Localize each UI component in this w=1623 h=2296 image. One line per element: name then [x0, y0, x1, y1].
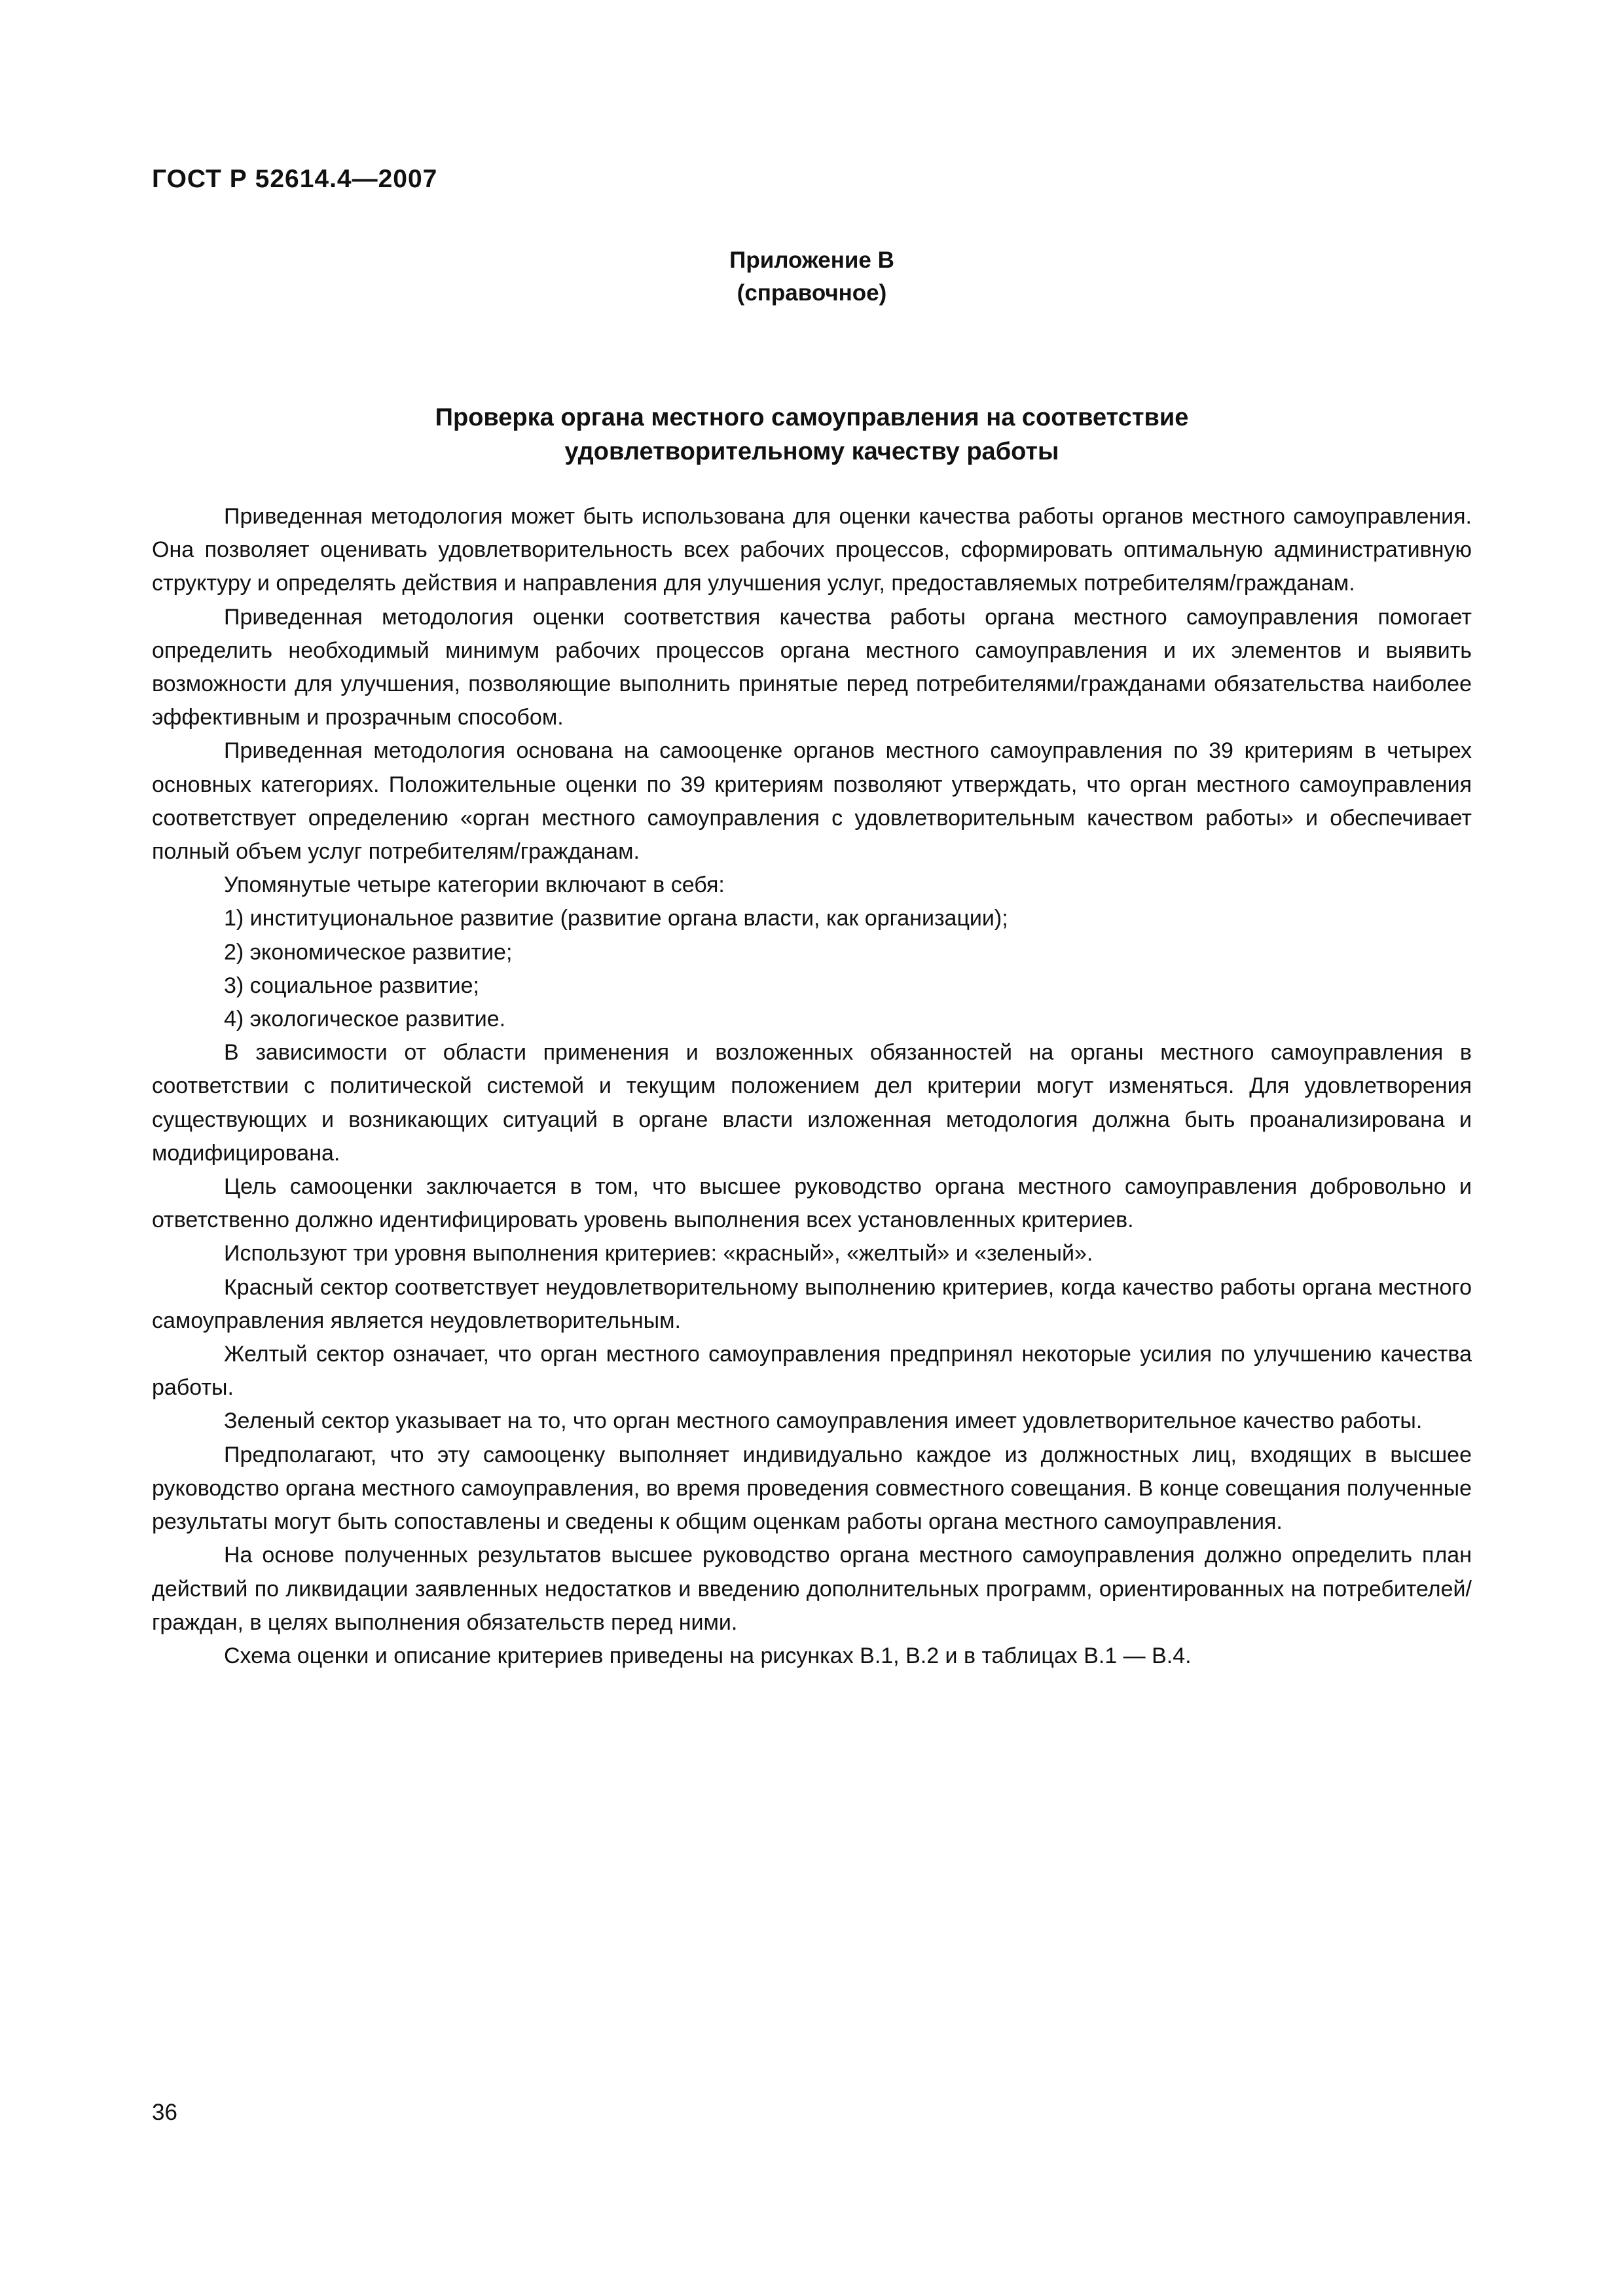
list-item: 2) экономическое развитие; — [224, 939, 513, 965]
paragraph: Цель самооценки заключается в том, что высшее руководство органа местного самоуправления добровольно и ответственно должно идентифицировать уровень выполнения всех установленных критериев. — [152, 1174, 1472, 1233]
body-text — [152, 500, 1472, 1673]
document-code: ГОСТ Р 52614.4—2007 — [152, 165, 438, 193]
paragraph: Приведенная методология оценки соответствия качества работы органа местного самоуправления помогает определить необходимый минимум рабочих процессов органа местного самоуправления и их элементов и выявить возможности для улучшения, позволяющие выполнить принятые перед потребителями/гражданами обязательства наиболее эффективным и прозрачным способом. — [152, 604, 1472, 730]
paragraph: В зависимости от области применения и возложенных обязанностей на органы местного самоуправления в соответствии с политической системой и текущим положением дел критерии могут изменяться. Для удовлетворения существующих и возникающих ситуаций в органе власти изложенная методология должна быть проанализирована и модифицирована. — [152, 1040, 1472, 1166]
section-title — [152, 401, 1472, 469]
section-title-line-2: удовлетворительному качеству работы — [564, 438, 1059, 465]
paragraph: Предполагают, что эту самооценку выполняет индивидуально каждое из должностных лиц, входящих в высшее руководство органа местного самоуправления, во время проведения совместного совещания. В конце совещания полученные результаты могут быть сопоставлены и сведены к общим оценкам работы органа местного самоуправления. — [152, 1442, 1472, 1535]
appendix-label: Приложение В — [729, 247, 894, 273]
paragraph: Упомянутые четыре категории включают в себя: — [224, 872, 725, 898]
paragraph: Схема оценки и описание критериев приведены на рисунках В.1, В.2 и в таблицах В.1 — В.4. — [224, 1643, 1192, 1668]
appendix-heading — [152, 244, 1472, 310]
paragraph: Приведенная методология может быть использована для оценки качества работы органов местного самоуправления. Она позволяет оценивать удовлетворительность всех рабочих процессов, сформировать оптимальную административную структуру и определять действия и направления для улучшения услуг, предоставляемых потребителям/гражданам. — [152, 504, 1472, 596]
page-number: 36 — [152, 2100, 177, 2125]
paragraph: Красный сектор соответствует неудовлетворительному выполнению критериев, когда качество работы органа местного самоуправления является неудовлетворительным. — [152, 1274, 1472, 1333]
paragraph: Приведенная методология основана на самооценке органов местного самоуправления по 39 критериям в четырех основных категориях. Положительные оценки по 39 критериям позволяют утверждать, что орган местного самоуправления соответствует определению «орган местного самоуправления с удовлетворительным качеством работы» и обеспечивает полный объем услуг потребителям/гражданам. — [152, 738, 1472, 865]
paragraph: Зеленый сектор указывает на то, что орган местного самоуправления имеет удовлетворительное качество работы. — [224, 1408, 1423, 1434]
paragraph: Используют три уровня выполнения критериев: «красный», «желтый» и «зеленый». — [224, 1241, 1093, 1266]
section-title-line-1: Проверка органа местного самоуправления на соответствие — [435, 404, 1189, 431]
appendix-status: (справочное) — [737, 280, 887, 306]
list-item: 3) социальное развитие; — [224, 973, 479, 998]
list-item: 4) экологическое развитие. — [224, 1007, 506, 1032]
paragraph: На основе полученных результатов высшее руководство органа местного самоуправления должно определить план действий по ликвидации заявленных недостатков и введению дополнительных программ, ориентированных на потребителей/граждан, в целях выполнения обязательств перед ними. — [152, 1543, 1472, 1635]
list-item: 1) институциональное развитие (развитие органа власти, как организации); — [224, 906, 1008, 931]
paragraph: Желтый сектор означает, что орган местного самоуправления предпринял некоторые усилия по улучшению качества работы. — [152, 1342, 1472, 1401]
